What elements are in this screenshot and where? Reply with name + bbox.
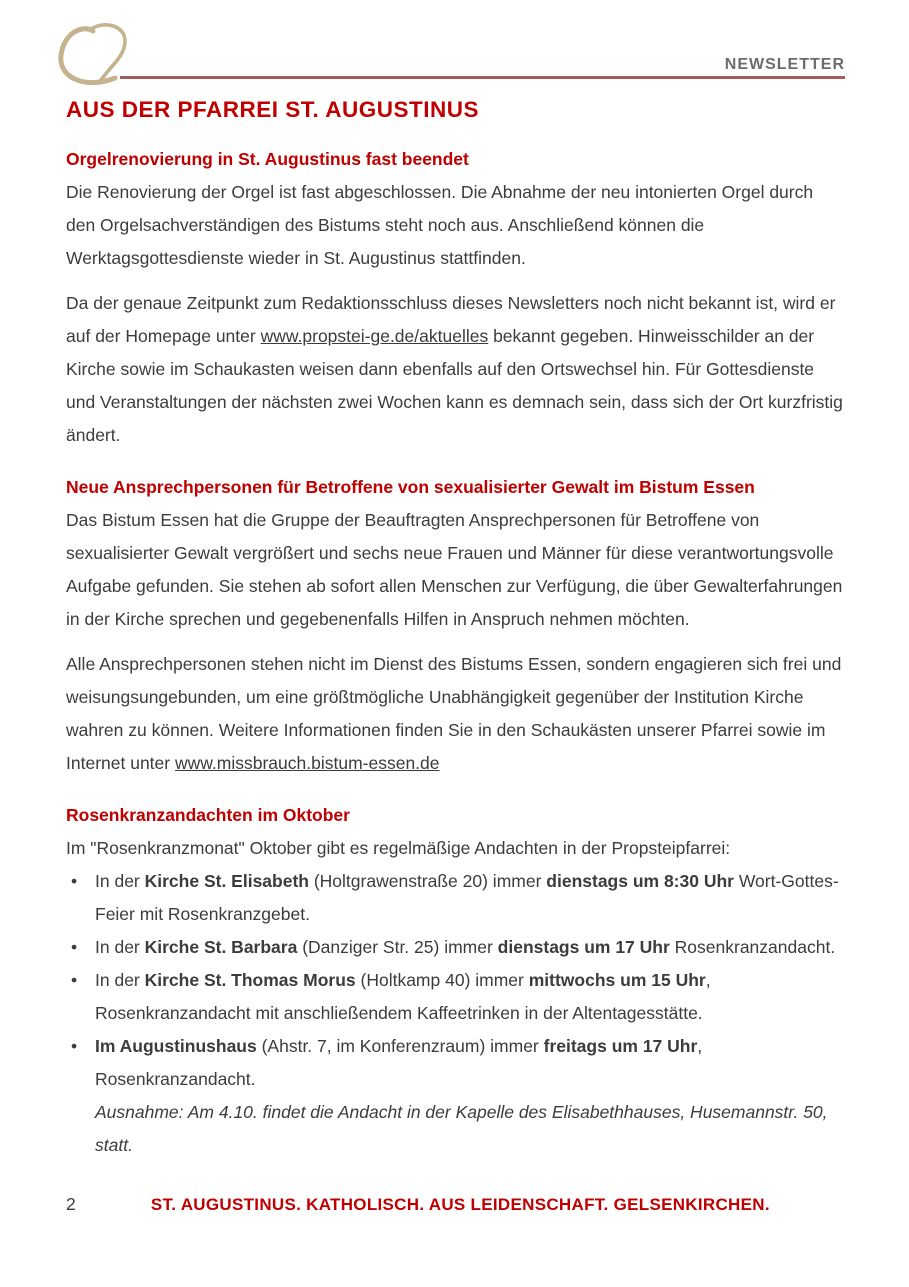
andachten-list — [66, 865, 845, 1162]
list-item-text: In der Kirche St. Thomas Morus (Holtkamp 40) immer mittwochs um 15 Uhr, Rosenkranzandacht mit anschließendem Kaffeetrinken in der Altentagesstätte. — [95, 970, 711, 1023]
heart-icon — [54, 22, 134, 90]
list-item — [66, 931, 845, 964]
page-number: 2 — [66, 1194, 76, 1214]
list-item-text: In der Kirche St. Barbara (Danziger Str. 25) immer dienstags um 17 Uhr Rosenkranzandacht. — [95, 937, 836, 957]
section-heading-rosenkranzandachten: Rosenkranzandachten im Oktober — [66, 805, 350, 825]
footer-tagline: ST. AUGUSTINUS. KATHOLISCH. AUS LEIDENSCHAFT. GELSENKIRCHEN. — [150, 1195, 770, 1214]
section-heading-orgelrenovierung: Orgelrenovierung in St. Augustinus fast beendet — [66, 149, 469, 169]
list-item — [66, 1030, 845, 1162]
missbrauch-link[interactable]: www.missbrauch.bistum-essen.de — [174, 753, 440, 773]
section-heading-ansprechpersonen: Neue Ansprechpersonen für Betroffene von sexualisierter Gewalt im Bistum Essen — [66, 477, 755, 497]
list-item-text: In der Kirche St. Elisabeth (Holtgrawenstraße 20) immer dienstags um 8:30 Uhr Wort-Gottes-Feier mit Rosenkranzgebet. — [95, 871, 839, 924]
content-column — [66, 96, 845, 1162]
list-item-text: Im Augustinushaus (Ahstr. 7, im Konferenzraum) immer freitags um 17 Uhr, Rosenkranzandacht. — [95, 1036, 703, 1089]
paragraph: Da der genaue Zeitpunkt zum Redaktionsschluss dieses Newsletters noch nicht bekannt ist, wird er auf der Homepage unter www.propstei-ge.de/aktuelles bekannt gegeben. Hinweisschilder an der Kirche sowie im Schaukasten weisen dann ebenfalls auf den Ortswechsel hin. Für Gottesdienste und Veranstaltungen der nächsten zwei Wochen kann es demnach sein, dass sich der Ort kurzfristig ändert. — [66, 293, 843, 445]
paragraph: Das Bistum Essen hat die Gruppe der Beauftragten Ansprechpersonen für Betroffene von sexualisierter Gewalt vergrößert und sechs neue Frauen und Männer für diese verantwortungsvolle Aufgabe gefunden. Sie stehen ab sofort allen Menschen zur Verfügung, die über Gewalterfahrungen in der Kirche sprechen und gegebenenfalls Hilfen in Anspruch nehmen möchten. — [66, 510, 843, 629]
list-item — [66, 964, 845, 1030]
list-item — [66, 865, 845, 931]
newsletter-label: NEWSLETTER — [724, 56, 845, 73]
paragraph: Im "Rosenkranzmonat" Oktober gibt es regelmäßige Andachten in der Propsteipfarrei: — [66, 838, 731, 858]
header-rule — [120, 76, 845, 79]
paragraph: Die Renovierung der Orgel ist fast abgeschlossen. Die Abnahme der neu intonierten Orgel durch den Orgelsachverständigen des Bistums steht noch aus. Anschließend können die Werktagsgottesdienste wieder in St. Augustinus stattfinden. — [66, 182, 814, 268]
propstei-link[interactable]: www.propstei-ge.de/aktuelles — [260, 326, 489, 346]
exception-note: Ausnahme: Am 4.10. findet die Andacht in der Kapelle des Elisabethhauses, Husemannstr. 50, statt. — [95, 1102, 828, 1155]
page-title: AUS DER PFARREI ST. AUGUSTINUS — [66, 97, 479, 122]
paragraph: Alle Ansprechpersonen stehen nicht im Dienst des Bistums Essen, sondern engagieren sich frei und weisungsungebunden, um eine größtmögliche Unabhängigkeit gegenüber der Institution Kirche wahren zu können. Weitere Informationen finden Sie in den Schaukästen unserer Pfarrei sowie im Internet unter www.missbrauch.bistum-essen.de — [66, 654, 842, 773]
footer — [66, 1194, 845, 1215]
